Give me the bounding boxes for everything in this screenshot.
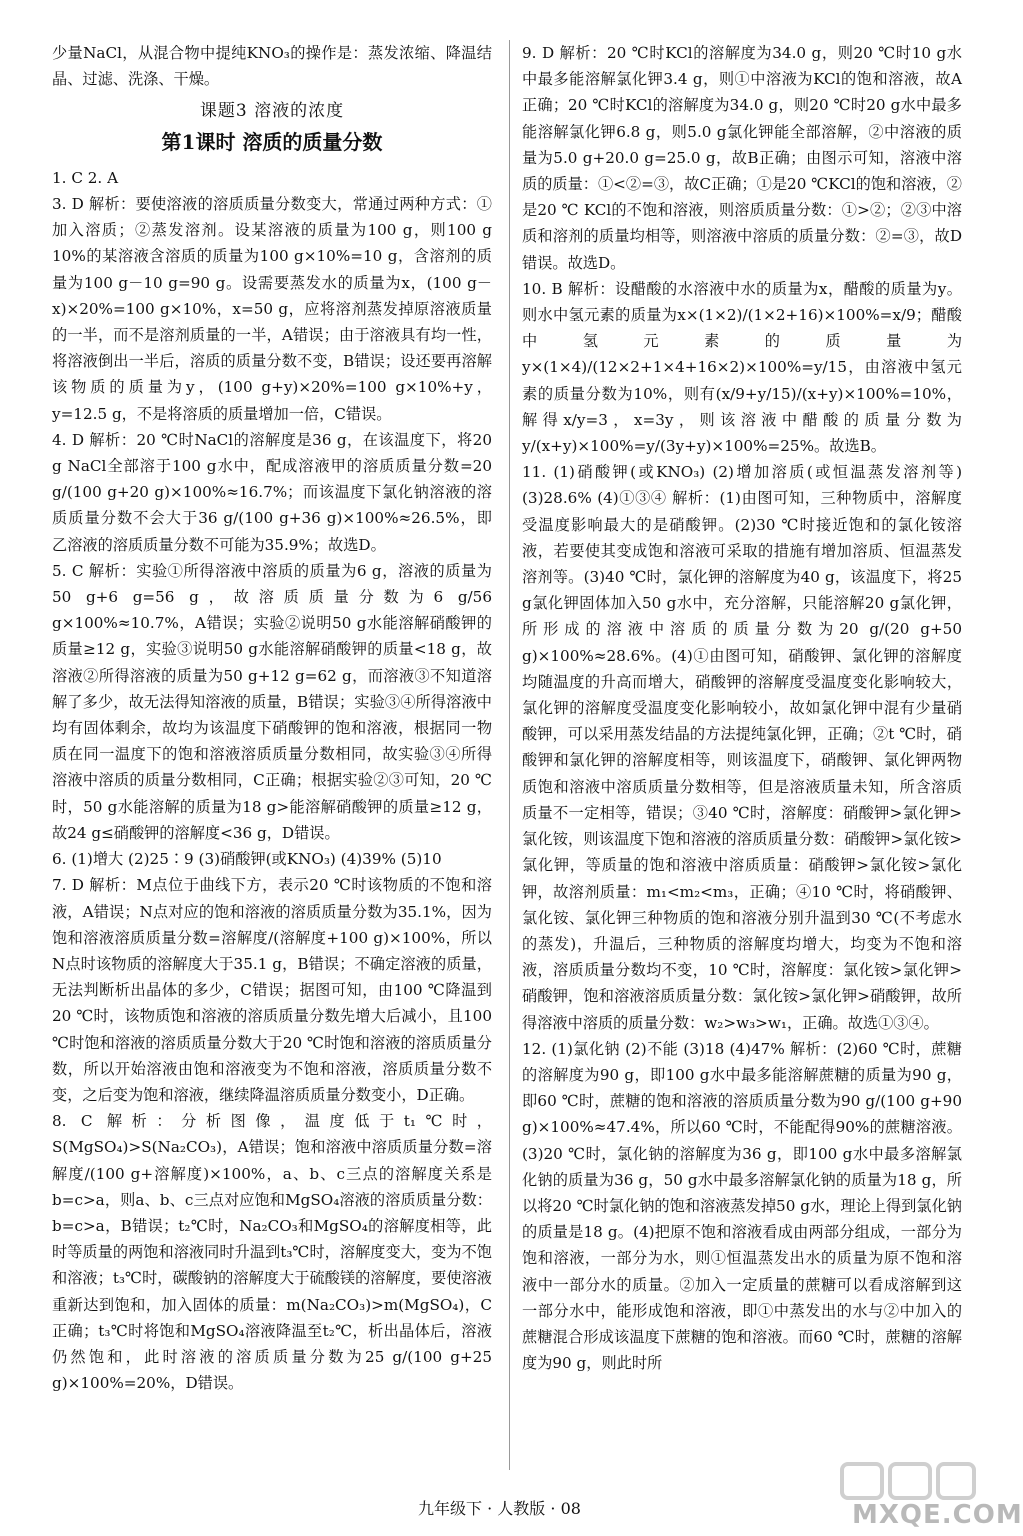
- answer-item: 12. (1)氯化钠 (2)不能 (3)18 (4)47% 解析：(2)60 ℃时，蔗糖的溶解度为90 g，即100 g水中最多能溶解蔗糖的质量为90 g，即60 ℃时，蔗糖的饱和溶液的溶质质量分数为90 g/(100 g+90 g)×100%≈47.4%，所以60 ℃时，不能配得90%的蔗糖溶液。(3)20 ℃时，氯化钠的溶解度为36 g，即100 g水中最多溶解氯化钠的质量为36 g，50 g水中最多溶解氯化钠的质量为18 g，所以将20 ℃时氯化钠的饱和溶液蒸发掉50 g水，理论上得到氯化钠的质量是18 g。(4)把原不饱和溶液看成由两部分组成，一部分为饱和溶液，一部分为水，则①恒温蒸发出水的质量为原不饱和溶液中一部分水的质量。②加入一定质量的蔗糖可以看成溶解到这一部分水中，能形成饱和溶液，即①中蒸发出的水与②中加入的蔗糖混合形成该温度下蔗糖的饱和溶液。而60 ℃时，蔗糖的溶解度为90 g，则此时所: [522, 1039, 962, 1373]
- answer-item: 9. D 解析：20 ℃时KCl的溶解度为34.0 g，则20 ℃时10 g水中最多能溶解氯化钾3.4 g，则①中溶液为KCl的饱和溶液，故A正确；20 ℃时KCl的溶解度为34.0 g，则20 ℃时20 g水中最多能溶解氯化钾6.8 g，则5.0 g氯化钾能全部溶解，②中溶液的质量为5.0 g+20.0 g=25.0 g，故B正确；由图示可知，溶液中溶质的质量：①<②=③，故C正确；①是20 ℃KCl的饱和溶液，②是20 ℃ KCl的不饱和溶液，则溶质质量分数：①>②；②③中溶质和溶剂的质量均相等，则溶液中溶质的质量分数：②=③，故D错误。故选D。: [522, 44, 962, 272]
- intro-paragraph: 少量NaCl，从混合物中提纯KNO₃的操作是：蒸发浓缩、降温结晶、过滤、洗涤、干燥。: [52, 44, 492, 89]
- answer-item: 10. B 解析：设醋酸的水溶液中水的质量为x，醋酸的质量为y。则水中氢元素的质量为x×(1×2)/(1×2+16)×100%=x/9；醋酸中氢元素的质量为y×(1×4)/(12×2+1×4+16×2)×100%=y/15，由溶液中氢元素的质量分数为10%，则有(x/9+y/15)/(x+y)×100%=10%，解得x/y=3，x=3y，则该溶液中醋酸的质量分数为y/(x+y)×100%=y/(3y+y)×100%=25%。故选B。: [522, 279, 962, 456]
- column-divider: [509, 40, 510, 1470]
- answer-item: 8. C 解析：分析图像，温度低于t₁℃时，S(MgSO₄)>S(Na₂CO₃)，A错误；饱和溶液中溶质质量分数=溶解度/(100 g+溶解度)×100%，a、b、c三点的溶解度关系是b=c>a，则a、b、c三点对应饱和MgSO₄溶液的溶质质量分数：b=c>a，B错误；t₂℃时，Na₂CO₃和MgSO₄的溶解度相等，此时等质量的两饱和溶液同时升温到t₃℃时，溶解度变大，变为不饱和溶液；t₃℃时，碳酸钠的溶解度大于硫酸镁的溶解度，要使溶液重新达到饱和，加入固体的质量：m(Na₂CO₃)>m(MgSO₄)，C正确；t₃℃时将饱和MgSO₄溶液降温至t₂℃，析出晶体后，溶液仍然饱和，此时溶液的溶质质量分数为25 g/(100 g+25 g)×100%=20%，D错误。: [52, 1112, 492, 1393]
- answer-item: 3. D 解析：要使溶液的溶质质量分数变大，常通过两种方式：①加入溶质；②蒸发溶剂。设某溶液的质量为100 g，则100 g 10%的某溶液含溶质的质量为100 g×10%=10 g，含溶剂的质量为100 g－10 g=90 g。设需要蒸发水的质量为x，(100 g－x)×20%=100 g×10%，x=50 g，应将溶剂蒸发掉原溶液质量的一半，而不是溶剂质量的一半，A错误；由于溶液具有均一性，将溶液倒出一半后，溶质的质量分数不变，B错误；设还要再溶解该物质的质量为y，(100 g+y)×20%=100 g×10%+y，y=12.5 g，不是将溶质的质量增加一倍，C错误。: [52, 195, 492, 423]
- left-column: [52, 40, 492, 1396]
- answer-item: 5. C 解析：实验①所得溶液中溶质的质量为6 g，溶液的质量为50 g+6 g=56 g，故溶质质量分数为6 g/56 g×100%≈10.7%，A错误；实验②说明50 g水能溶解硝酸钾的质量≥12 g，实验③说明50 g水能溶解硝酸钾的质量<18 g，故溶液②所得溶液的质量为50 g+12 g=62 g，而溶液③不知道溶解了多少，故无法得知溶液的质量，B错误；实验③④所得溶液中均有固体剩余，故均为该温度下硝酸钾的饱和溶液，根据同一物质在同一温度下的饱和溶液溶质质量分数相同，故实验③④所得溶液中溶质的质量分数相同，C正确；根据实验②③可知，20 ℃时，50 g水能溶解的质量为18 g>能溶解硝酸钾的质量≥12 g，故24 g≤硝酸钾的溶解度<36 g，D错误。: [52, 561, 492, 842]
- answer-item: 6. (1)增大 (2)25∶9 (3)硝酸钾(或KNO₃) (4)39% (5)10: [52, 850, 442, 869]
- right-column: [522, 40, 962, 1376]
- lesson-title: 课题3 溶液的浓度: [199, 101, 345, 122]
- section-title: 第1课时 溶质的质量分数: [161, 129, 383, 154]
- answer-item: 7. D 解析：M点位于曲线下方，表示20 ℃时该物质的不饱和溶液，A错误；N点对应的饱和溶液的溶质质量分数为35.1%，因为饱和溶液溶质质量分数=溶解度/(溶解度+100 g)×100%，所以N点时该物质的溶解度大于35.1 g，B错误；不确定溶液的质量，无法判断析出晶体的多少，C错误；据图可知，由100 ℃降温到20 ℃时，该物质饱和溶液的溶质质量分数先增大后减小，且100 ℃时饱和溶液的溶质质量分数大于20 ℃时饱和溶液的溶质质量分数，所以开始溶液由饱和溶液变为不饱和溶液，溶质质量分数不变，之后变为饱和溶液，继续降温溶质质量分数变小，D正确。: [52, 876, 492, 1104]
- watermark-text: MXQE.COM: [852, 1500, 1023, 1530]
- answer-item: 1. C 2. A: [52, 168, 119, 187]
- answer-item: 11. (1)硝酸钾(或KNO₃) (2)增加溶质(或恒温蒸发溶剂等) (3)28.6% (4)①③④ 解析：(1)由图可知，三种物质中，溶解度受温度影响最大的是硝酸钾。(2)30 ℃时接近饱和的氯化铵溶液，若要使其变成饱和溶液可采取的措施有增加溶质、恒温蒸发溶剂等。(3)40 ℃时，氯化钾的溶解度为40 g，该温度下，将25 g氯化钾固体加入50 g水中，充分溶解，只能溶解20 g氯化钾，所形成的溶液中溶质的质量分数为20 g/(20 g+50 g)×100%≈28.6%。(4)①由图可知，硝酸钾、氯化钾的溶解度均随温度的升高而增大，硝酸钾的溶解度受温度变化影响较大，氯化钾的溶解度受温度变化影响较小，故如氯化钾中混有少量硝酸钾，可以采用蒸发结晶的方法提纯氯化钾，正确；②t ℃时，硝酸钾和氯化钾的溶解度相等，则该温度下，硝酸钾、氯化钾两物质饱和溶液中溶质质量分数相等，但是溶液质量未知，所含溶质质量不一定相等，错误；③40 ℃时，溶解度：硝酸钾>氯化钾>氯化铵，则该温度下饱和溶液的溶质质量分数：硝酸钾>氯化铵>氯化钾，等质量的饱和溶液中溶质质量：硝酸钾>氯化铵>氯化钾，故溶剂质量：m₁<m₂<m₃，正确；④10 ℃时，将硝酸钾、氯化铵、氯化钾三种物质的饱和溶液分别升温到30 ℃(不考虑水的蒸发)，升温后，三种物质的溶解度均增大，均变为不饱和溶液，溶质质量分数均不变，10 ℃时，溶解度：氯化铵>氯化钾>硝酸钾，饱和溶液溶质质量分数：氯化铵>氯化钾>硝酸钾，故所得溶液中溶质的质量分数：w₂>w₃>w₁，正确。故选①③④。: [522, 463, 962, 1032]
- answer-item: 4. D 解析：20 ℃时NaCl的溶解度是36 g，在该温度下，将20 g NaCl全部溶于100 g水中，配成溶液甲的溶质质量分数=20 g/(100 g+20 g)×100%≈16.7%；而该温度下氯化钠溶液的溶质质量分数不会大于36 g/(100 g+36 g)×100%≈26.5%，即乙溶液的溶质质量分数不可能为35.9%；故选D。: [52, 430, 492, 554]
- page-footer: 九年级下 · 人教版 · 08: [418, 1499, 581, 1518]
